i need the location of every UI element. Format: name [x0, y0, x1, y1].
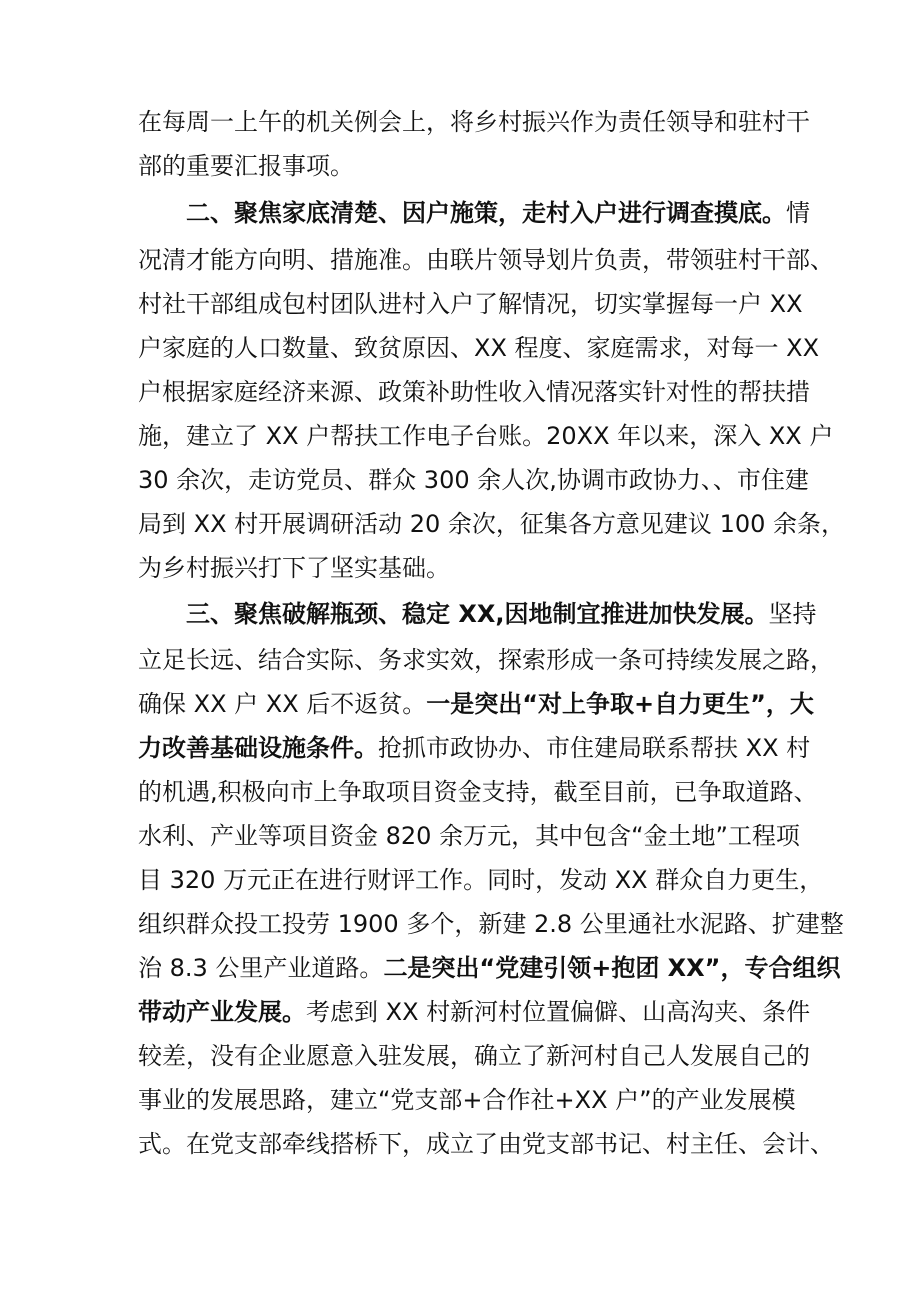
- text-line: [138, 328, 820, 368]
- bold-text-segment: 三、聚焦破解瓶颈、稳定 XX,因地制宜推进加快发展。: [186, 600, 769, 628]
- text-line: [138, 548, 793, 588]
- text-segment: 确保 XX 户 XX 后不返贫。: [138, 690, 427, 718]
- text-segment: 施，建立了 XX 户帮扶工作电子台账。20XX 年以来，深入 XX 户: [138, 422, 834, 450]
- text-segment: 坚持: [768, 600, 817, 628]
- text-line: [138, 816, 800, 856]
- text-segment: 村社干部组成包村团队进村入户了解情况，切实掌握每一户 XX: [138, 290, 803, 318]
- text-line: [138, 240, 834, 280]
- text-line: [138, 948, 841, 988]
- text-line: [138, 728, 811, 768]
- text-segment: 局到 XX 村开展调研活动 20 余次，征集各方意见建议 100 余条，: [138, 510, 846, 538]
- bold-text-segment: 二、聚焦家底清楚、因户施策，走村入户进行调查摸底。: [186, 199, 786, 227]
- text-line: [138, 992, 811, 1032]
- text-segment: 目 320 万元正在进行财评工作。同时，发动 XX 群众自力更生，: [138, 866, 824, 894]
- bold-text-segment: 二是突出“党建引领+抱团 XX”，专合组织: [383, 954, 841, 982]
- text-line: [138, 1124, 834, 1164]
- text-line: [138, 416, 834, 456]
- text-segment: 情: [786, 199, 810, 227]
- text-segment: 治 8.3 公里产业道路。: [138, 954, 384, 982]
- bold-text-segment: 力改善基础设施条件。: [138, 734, 378, 762]
- text-line: [138, 1036, 810, 1076]
- text-segment: 水利、产业等项目资金 820 余万元，其中包含“金土地”工程项: [138, 822, 800, 850]
- text-line: [138, 372, 810, 412]
- text-line: [138, 1080, 796, 1120]
- text-segment: 况清才能方向明、措施准。由联片领导划片负责，带领驻村干部、: [138, 246, 834, 274]
- text-line: [138, 684, 814, 724]
- text-segment: 为乡村振兴打下了坚实基础。: [138, 554, 450, 582]
- text-segment: 部的重要汇报事项。: [138, 152, 354, 180]
- text-segment: 立足长远、结合实际、务求实效，探索形成一条可持续发展之路，: [138, 646, 834, 674]
- text-segment: 在每周一上午的机关例会上，将乡村振兴作为责任领导和驻村干: [138, 108, 810, 136]
- text-line: [138, 904, 844, 944]
- text-line: [138, 284, 803, 324]
- text-line: [138, 146, 793, 186]
- text-line: [186, 193, 810, 233]
- text-segment: 考虑到 XX 村新河村位置偏僻、山高沟夹、条件: [306, 998, 811, 1026]
- text-segment: 抢抓市政协办、市住建局联系帮扶 XX 村: [378, 734, 811, 762]
- text-line: [138, 102, 810, 142]
- text-segment: 事业的发展思路，建立“党支部+合作社+XX 户”的产业发展模: [138, 1086, 796, 1114]
- text-line: [138, 860, 824, 900]
- text-segment: 组织群众投工投劳 1900 多个，新建 2.8 公里通社水泥路、扩建整: [138, 910, 844, 938]
- text-segment: 的机遇,积极向市上争取项目资金支持，截至目前，已争取道路、: [138, 778, 818, 806]
- bold-text-segment: 带动产业发展。: [138, 998, 306, 1026]
- text-line: [138, 640, 834, 680]
- text-segment: 式。在党支部牵线搭桥下，成立了由党支部书记、村主任、会计、: [138, 1130, 834, 1158]
- text-line: [138, 504, 846, 544]
- text-line: [138, 460, 809, 500]
- text-segment: 30 余次，走访党员、群众 300 余人次,协调市政协力、、市住建: [138, 466, 809, 494]
- text-segment: 户家庭的人口数量、致贫原因、XX 程度、家庭需求，对每一 XX: [138, 334, 820, 362]
- text-line: [186, 594, 817, 634]
- bold-text-segment: 一是突出“对上争取+自力更生”，大: [426, 690, 814, 718]
- text-segment: 较差，没有企业愿意入驻发展，确立了新河村自己人发展自己的: [138, 1042, 810, 1070]
- text-line: [138, 772, 818, 812]
- text-segment: 户根据家庭经济来源、政策补助性收入情况落实针对性的帮扶措: [138, 378, 810, 406]
